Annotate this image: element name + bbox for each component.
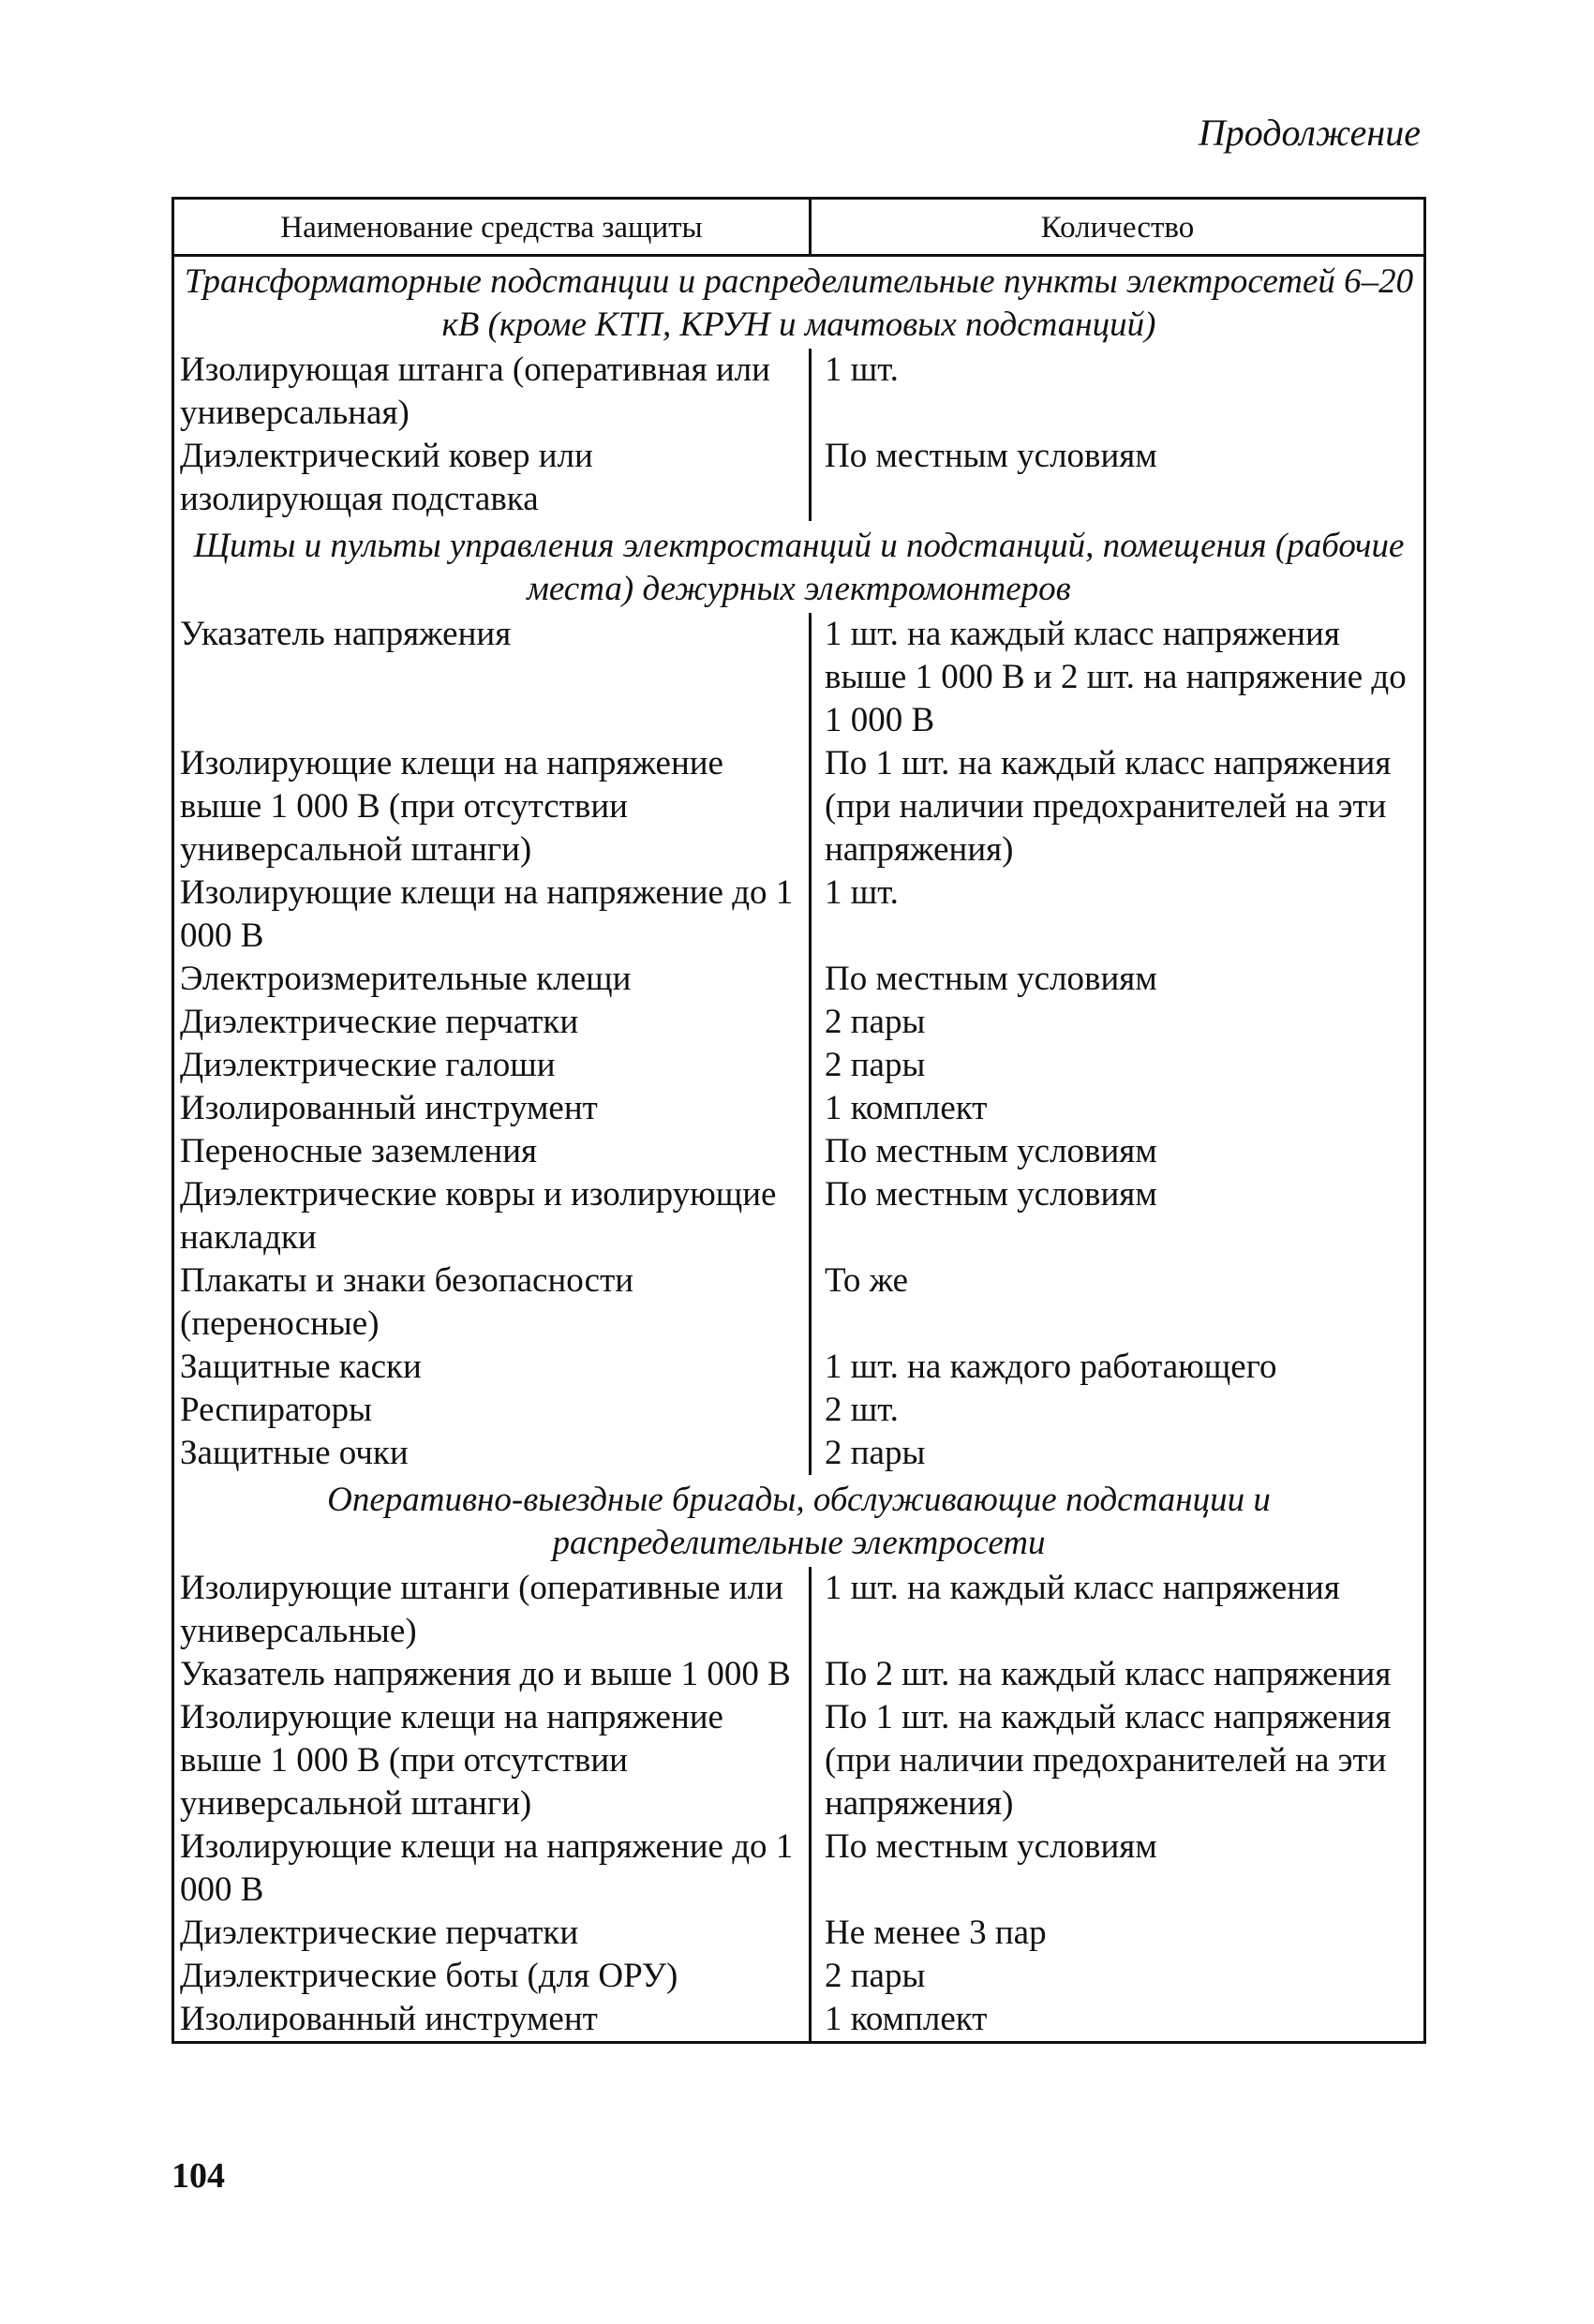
- item-name-cell: Изолирующие клещи на напряжение до 1 000 В: [173, 1825, 811, 1912]
- item-name-cell: Электроизмерительные клещи: [173, 958, 811, 1001]
- item-quantity-cell: 1 шт.: [825, 350, 899, 389]
- item-name-cell: Диэлектрические перчатки: [173, 1912, 811, 1955]
- item-name-cell: Изолированный инструмент: [173, 1998, 811, 2043]
- item-quantity-cell: По местным условиям: [825, 1132, 1157, 1170]
- section-title: Трансформаторные подстанции и распределительные пункты электросетей 6–20 кВ (кроме КТП, КРУН и мачтовых подстанций): [184, 262, 1414, 344]
- column-header-quantity: Количество: [811, 199, 1425, 256]
- table-row: [173, 1346, 1425, 1389]
- section-title: Щиты и пульты управления электростанций и подстанций, помещения (рабочие места) дежурных электромонтеров: [193, 527, 1405, 608]
- item-name-cell: Переносные заземления: [173, 1130, 811, 1173]
- item-quantity-cell: 2 пары: [825, 1046, 926, 1084]
- table-row: [173, 613, 1425, 742]
- item-name-cell: Диэлектрический ковер или изолирующая подставка: [173, 435, 811, 521]
- table-row: [173, 349, 1425, 435]
- table-row: [173, 1044, 1425, 1087]
- item-name-cell: Изолирующая штанга (оперативная или универсальная): [173, 349, 811, 435]
- table-row: [173, 1998, 1425, 2043]
- section-header-row: [173, 521, 1425, 613]
- item-quantity-cell: 1 шт. на каждый класс напряжения выше 1 000 В и 2 шт. на напряжение до 1 000 В: [825, 615, 1407, 739]
- item-name-cell: Изолирующие клещи на напряжение выше 1 000 В (при отсутствии универсальной штанги): [173, 1696, 811, 1825]
- continuation-label: Продолжение: [1198, 112, 1421, 154]
- table-row: [173, 872, 1425, 958]
- table-row: [173, 1130, 1425, 1173]
- item-name-cell: Диэлектрические галоши: [173, 1044, 811, 1087]
- item-quantity-cell: По 1 шт. на каждый класс напряжения (при наличии предохранителей на эти напряжения): [825, 1698, 1392, 1823]
- item-quantity-cell: 1 шт. на каждый класс напряжения: [825, 1569, 1340, 1607]
- item-name-cell: Защитные очки: [173, 1432, 811, 1475]
- table-row: [173, 1825, 1425, 1912]
- table-row: [173, 1955, 1425, 1998]
- table-row: [173, 1653, 1425, 1696]
- table-row: [173, 1173, 1425, 1259]
- item-name-cell: Диэлектрические ковры и изолирующие накладки: [173, 1173, 811, 1259]
- item-name-cell: Диэлектрические боты (для ОРУ): [173, 1955, 811, 1998]
- item-name-cell: Диэлектрические перчатки: [173, 1001, 811, 1044]
- table-row: [173, 1567, 1425, 1653]
- table-body: [173, 256, 1425, 2043]
- page-number: 104: [171, 2156, 225, 2196]
- item-quantity-cell: По 2 шт. на каждый класс напряжения: [825, 1655, 1392, 1693]
- item-name-cell: Указатель напряжения до и выше 1 000 В: [173, 1653, 811, 1696]
- item-quantity-cell: По местным условиям: [825, 960, 1157, 998]
- section-header-row: [173, 1475, 1425, 1567]
- item-name-cell: Изолирующие клещи на напряжение до 1 000 В: [173, 872, 811, 958]
- item-quantity-cell: 2 шт.: [825, 1391, 899, 1429]
- item-quantity-cell: 2 пары: [825, 1003, 926, 1041]
- table-row: [173, 1912, 1425, 1955]
- item-quantity-cell: По местным условиям: [825, 1175, 1157, 1214]
- table-row: [173, 1696, 1425, 1825]
- protection-equipment-table: [171, 197, 1426, 2044]
- table-row: [173, 1389, 1425, 1432]
- item-name-cell: Указатель напряжения: [173, 613, 811, 742]
- item-quantity-cell: 1 шт.: [825, 873, 899, 912]
- item-quantity-cell: По 1 шт. на каждый класс напряжения (при наличии предохранителей на эти напряжения): [825, 744, 1392, 869]
- item-quantity-cell: 2 пары: [825, 1434, 926, 1472]
- item-name-cell: Защитные каски: [173, 1346, 811, 1389]
- item-quantity-cell: По местным условиям: [825, 437, 1157, 475]
- item-quantity-cell: То же: [825, 1261, 909, 1300]
- table-row: [173, 1259, 1425, 1346]
- item-quantity-cell: 2 пары: [825, 1957, 926, 1995]
- table-row: [173, 1432, 1425, 1475]
- table-row: [173, 1001, 1425, 1044]
- table-row: [173, 958, 1425, 1001]
- item-quantity-cell: 1 шт. на каждого работающего: [825, 1348, 1277, 1386]
- section-header-row: [173, 256, 1425, 350]
- item-quantity-cell: По местным условиям: [825, 1827, 1157, 1866]
- item-quantity-cell: 1 комплект: [825, 2000, 988, 2038]
- item-name-cell: Респираторы: [173, 1389, 811, 1432]
- section-title: Оперативно-выездные бригады, обслуживающие подстанции и распределительные электросети: [327, 1481, 1271, 1562]
- item-quantity-cell: Не менее 3 пар: [825, 1914, 1047, 1952]
- table-row: [173, 435, 1425, 521]
- table-row: [173, 742, 1425, 872]
- item-name-cell: Плакаты и знаки безопасности (переносные): [173, 1259, 811, 1346]
- item-name-cell: Изолирующие штанги (оперативные или универсальные): [173, 1567, 811, 1653]
- item-quantity-cell: 1 комплект: [825, 1089, 988, 1127]
- table-header-row: [173, 199, 1425, 256]
- item-name-cell: Изолирующие клещи на напряжение выше 1 000 В (при отсутствии универсальной штанги): [173, 742, 811, 872]
- item-name-cell: Изолированный инструмент: [173, 1087, 811, 1130]
- table-row: [173, 1087, 1425, 1130]
- column-header-name: Наименование средства защиты: [173, 199, 811, 256]
